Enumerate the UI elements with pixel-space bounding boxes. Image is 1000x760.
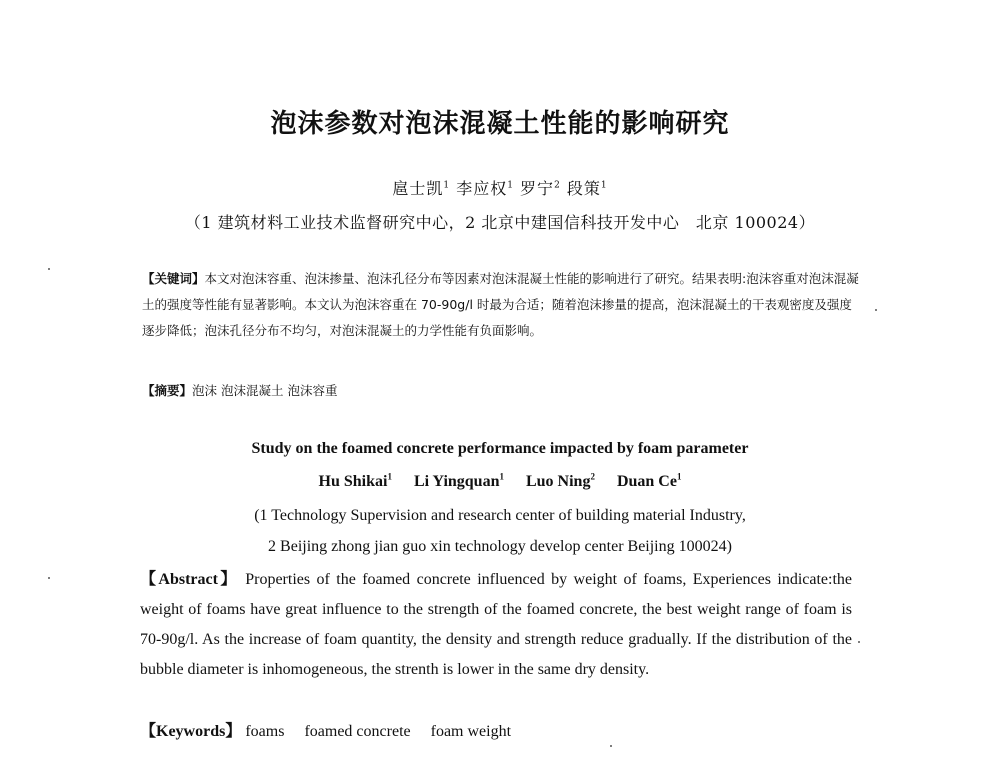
authors-cn	[0, 176, 1000, 199]
affiliation-en-line-1: (1 Technology Supervision and research center of building material Industry,	[254, 507, 746, 524]
keywords-cn-label: 【摘要】	[142, 383, 193, 398]
paper-title-cn: 泡沫参数对泡沫混凝土性能的影响研究	[270, 109, 730, 139]
author-cn: 扈士凯	[392, 179, 444, 198]
author-cn-sup: 2	[554, 180, 561, 191]
author-cn-sup: 1	[600, 180, 608, 191]
scan-speck	[48, 577, 50, 579]
keywords-cn-text: 泡沫 泡沫混凝土 泡沫容重	[192, 383, 338, 398]
author-cn: 罗宁	[520, 179, 555, 198]
author-en: Duan Ce$^1$	[616, 472, 682, 491]
abstract-en-text: Properties of the foamed concrete influenced by weight of foams, Experiences indicate:the weight of foams have great influence to the strength of the foamed concrete, the best weight range of foam is 70-90g/l. As the increase of foam quantity, the density and strength reduce gradually. If the distribution of the bubble diameter is inhomogeneous, the strenth is lower in the same dry density.	[140, 571, 853, 678]
authors-en	[0, 472, 1000, 491]
paper-title-en: Study on the foamed concrete performance impacted by foam parameter	[251, 440, 749, 457]
abstract-en-label: 【Abstract】	[140, 571, 239, 588]
author-en: Luo Ning$^2$	[525, 472, 595, 491]
author-cn-sup: 1	[443, 180, 451, 191]
affiliation-cn: （1 建筑材料工业技术监督研究中心，2 北京中建国信科技开发中心 北京 100024）	[184, 213, 816, 232]
abstract-en	[140, 565, 852, 685]
abstract-cn	[142, 266, 860, 344]
scan-speck	[858, 641, 860, 643]
abstract-cn-label: 【关键词】	[142, 271, 205, 286]
scan-speck	[610, 745, 612, 747]
author-cn: 李应权	[456, 179, 508, 198]
keyword-en: foams	[245, 723, 285, 740]
scan-speck	[875, 309, 877, 311]
author-cn: 段策	[566, 179, 601, 198]
keywords-en-label: 【Keywords】	[140, 723, 242, 740]
author-en: Li Yingquan$^1$	[413, 472, 504, 491]
keyword-en: foamed concrete	[304, 723, 411, 740]
affiliation-en-line-2: 2 Beijing zhong jian guo xin technology develop center Beijing 100024)	[268, 538, 732, 555]
keyword-en: foam weight	[430, 723, 512, 740]
author-cn-sup: 1	[507, 180, 514, 191]
keywords-en	[140, 718, 852, 741]
keywords-cn	[142, 378, 860, 404]
scan-speck	[48, 268, 50, 270]
abstract-cn-text: 本文对泡沫容重、泡沫掺量、泡沫孔径分布等因素对泡沫混凝土性能的影响进行了研究。结果表明:泡沫容重对泡沫混凝土的强度等性能有显著影响。本文认为泡沫容重在 70-90g/l 时最为合适；随着泡沫掺量的提高，泡沫混凝土的干表观密度及强度逐步降低；泡沫孔径分布不均匀，对泡沫混凝土的力学性能有负面影响。	[142, 271, 859, 338]
author-en: Hu Shikai$^1$	[318, 472, 392, 491]
